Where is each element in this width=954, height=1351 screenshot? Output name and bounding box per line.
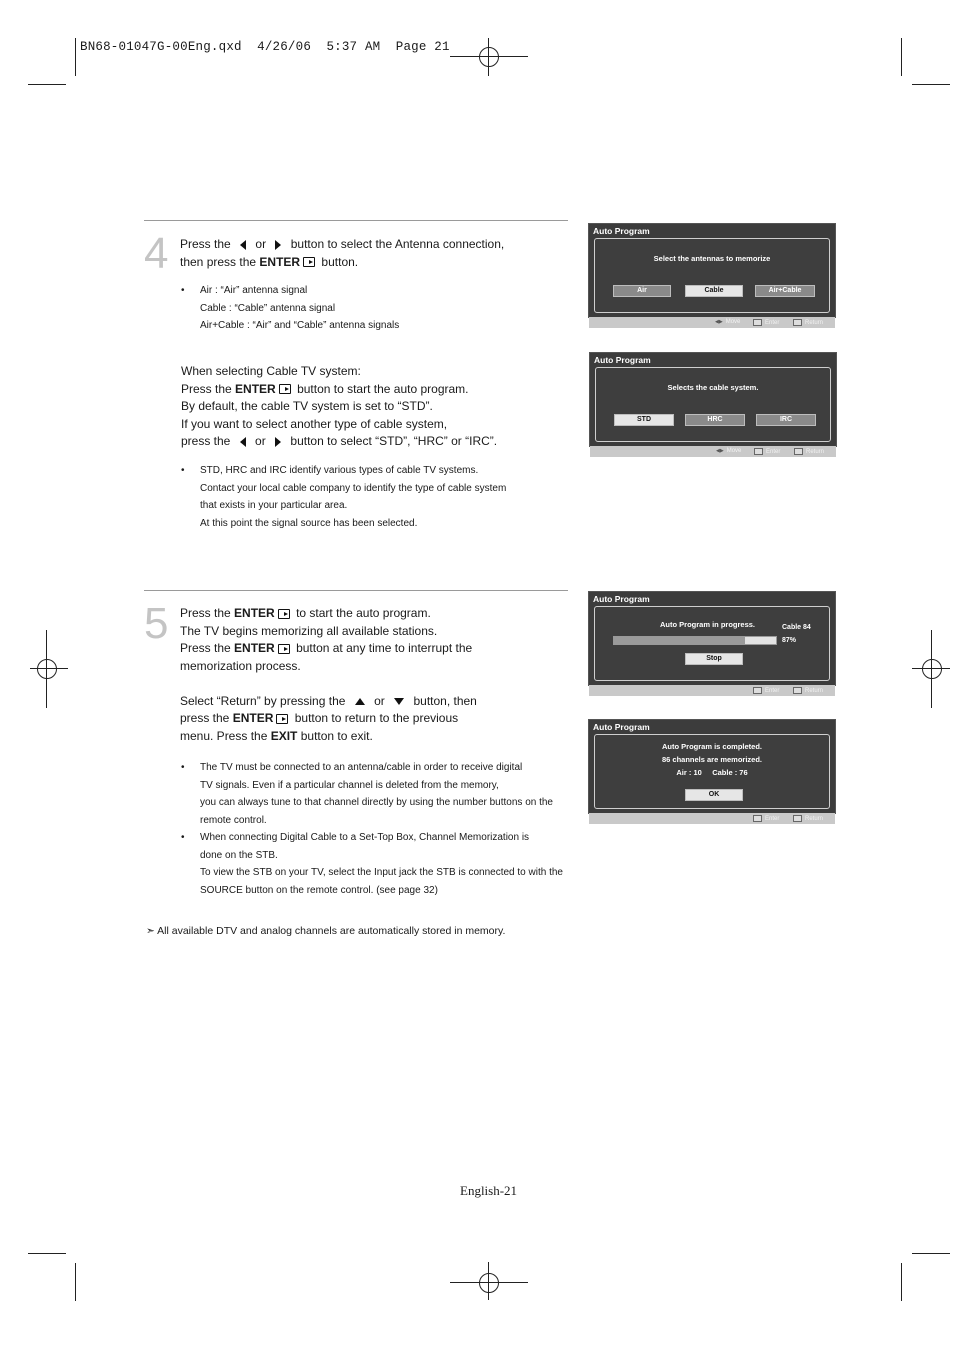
text: If you want to select another type of cable system, [181,416,448,431]
cable-instructions [181,363,497,451]
enter-hint: Enter [765,320,780,327]
air-cable-button[interactable]: Air+Cable [755,285,815,297]
step-number-4: 4 [144,229,169,278]
text: button to start the auto program. [297,381,469,396]
text: Select “Return” by pressing the [180,693,346,708]
cable-button[interactable]: Cable [685,285,743,297]
right-arrow-icon [275,240,281,250]
arrow-icon: ➣ [146,925,155,937]
enter-icon [753,815,762,822]
ok-button[interactable]: OK [685,789,743,801]
bullet-dot: • [181,762,185,773]
text: to start the auto program. [296,606,431,620]
enter-icon [753,687,762,694]
text: button to return to the previous [294,711,459,725]
bullet-text: Air+Cable : “Air” and “Cable” antenna signals [200,320,400,331]
page-number: English-21 [460,1183,518,1198]
text: menu. Press the [180,728,268,743]
note-text: All available DTV and analog channels are automatically stored in memory. [157,925,506,937]
bullet-dot: • [181,832,185,843]
left-arrow-icon [240,240,246,250]
text: or [374,693,385,708]
osd-antenna-select [588,223,836,327]
osd-panel [594,606,830,681]
return-hint: Return [805,688,824,695]
stop-button[interactable]: Stop [685,653,743,665]
osd-cable-system [589,352,837,456]
channels-memorized-line: 86 channels are memorized. [661,755,763,764]
step-number-5: 5 [144,599,169,648]
bullet-text: done on the STB. [200,849,278,861]
bullet-text: STD, HRC and IRC identify various types of cable TV systems. [200,465,479,476]
left-arrow-icon [240,437,246,447]
down-arrow-icon [394,698,404,705]
text: press the [180,711,230,725]
step5-instructions [180,605,477,745]
text: button to select “STD”, “HRC” or “IRC”. [290,434,498,448]
text: Press the [180,606,231,620]
irc-button[interactable]: IRC [756,414,816,426]
enter-icon [278,609,290,619]
bullet-dot: • [181,285,185,296]
enter-hint: Enter [766,449,781,456]
osd-title: Auto Program [593,722,650,732]
text: memorization process. [180,658,301,673]
text: or [255,237,267,251]
enter-label: ENTER [232,711,274,725]
osd-message: Auto Program in progress. [660,620,756,629]
return-hint: Return [805,816,824,823]
osd-message: Selects the cable system. [667,383,759,392]
osd-panel [594,734,830,809]
enter-icon [754,448,763,455]
progress-bar [613,636,777,645]
text: The TV begins memorizing all available stations. [180,623,438,638]
bullet-text: Cable : “Cable” antenna signal [200,302,336,314]
text: Press the [180,641,231,655]
osd-title: Auto Program [593,594,650,604]
enter-icon [279,384,291,394]
step4-cable-bullets [181,462,507,532]
osd-footer [589,685,835,696]
completed-line: Auto Program is completed. [661,742,763,751]
move-arrows-icon: ◀▶ [716,448,724,454]
text: Press the [180,237,231,251]
exit-label: EXIT [270,728,298,743]
bullet-dot: • [181,465,185,476]
text: When selecting Cable TV system: [181,364,361,378]
bullet-text: you can always tune to that channel directly by using the number buttons on the [200,797,553,808]
bullet-text: When connecting Digital Cable to a Set-Top Box, Channel Memorization is [200,832,530,843]
move-arrows-icon: ◀▶ [715,319,723,325]
osd-title: Auto Program [594,355,651,365]
bullet-text: Contact your local cable company to identify the type of cable system [200,482,507,494]
osd-panel [595,367,831,442]
text: button. [321,254,359,269]
std-button[interactable]: STD [614,414,674,426]
memory-note [146,925,505,937]
enter-icon [278,644,290,654]
step4-antenna-bullets [181,282,400,335]
osd-message: Select the antennas to memorize [653,254,771,263]
enter-label: ENTER [235,381,276,396]
print-header: BN68-01047G-00Eng.qxd 4/26/06 5:37 AM Page 21 [80,40,450,54]
text: then press the [180,254,257,269]
up-arrow-icon [355,698,365,705]
channel-counts-line: Air : 10 Cable : 76 [676,768,748,777]
osd-footer [590,446,836,457]
enter-icon [753,319,762,326]
return-hint: Return [806,449,825,456]
text: button to select the Antenna connection, [290,237,505,251]
percent-readout: 87% [782,637,797,644]
bullet-text: To view the STB on your TV, select the Input jack the STB is connected to with the [200,867,563,878]
text: press the [181,434,231,448]
osd-title: Auto Program [593,226,650,236]
move-hint: Move [725,319,741,325]
bullet-text: Air : “Air” antenna signal [200,285,308,296]
bullet-text: that exists in your particular area. [200,500,348,511]
move-hint: Move [726,448,742,454]
osd-auto-progress [588,591,836,695]
return-icon [794,448,803,455]
osd-auto-completed [588,719,836,823]
text: button at any time to interrupt the [296,641,473,655]
air-button[interactable]: Air [613,285,671,297]
progress-fill [614,637,745,644]
text: button to exit. [300,728,373,743]
step4-instructions [180,236,504,271]
enter-label: ENTER [234,606,275,620]
enter-icon [303,257,315,267]
osd-footer [589,317,835,328]
right-arrow-icon [275,437,281,447]
osd-panel [594,238,830,313]
return-icon [793,319,802,326]
bullet-text: SOURCE button on the remote control. (see page 32) [200,884,438,896]
enter-icon [276,714,288,724]
bullet-text: At this point the signal source has been selected. [200,517,418,529]
enter-label: ENTER [259,254,301,269]
section-divider [144,220,568,221]
bullet-text: The TV must be connected to an antenna/cable in order to receive digital [200,762,523,773]
osd-footer [589,813,835,824]
enter-hint: Enter [765,816,780,823]
step5-bullets [181,759,563,899]
enter-label: ENTER [234,641,275,655]
hrc-button[interactable]: HRC [685,414,745,426]
section-divider [144,590,568,591]
bullet-text: TV signals. Even if a particular channel is deleted from the memory, [200,779,499,791]
return-icon [793,687,802,694]
channel-readout: Cable 84 [782,624,811,631]
text: or [255,434,266,448]
return-hint: Return [805,320,824,327]
text: button, then [413,693,477,708]
bullet-text: remote control. [200,814,267,826]
return-icon [793,815,802,822]
enter-hint: Enter [765,688,780,695]
text: By default, the cable TV system is set to “STD”. [181,399,433,413]
text: Press the [181,381,232,396]
